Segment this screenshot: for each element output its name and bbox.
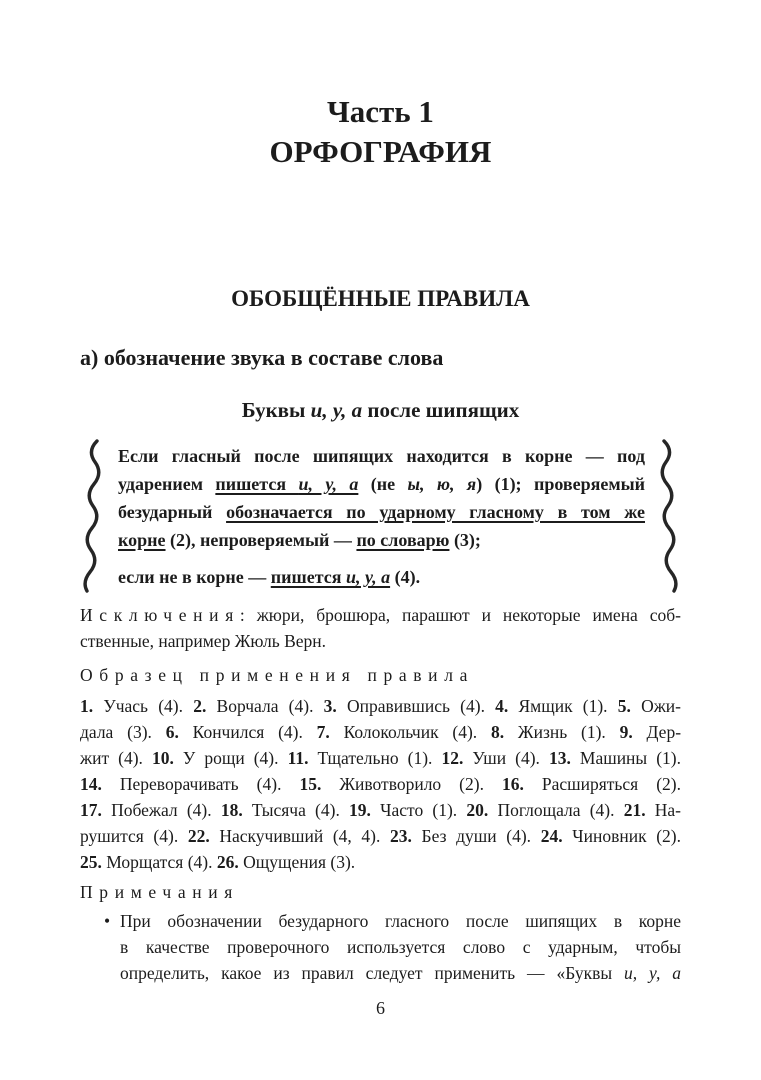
text-line: 17. Побежал (4). 18. Тысяча (4). 19. Часто (1). 20. Поглощала (4). 21. На- [80, 800, 681, 820]
wavy-brace-right-icon [657, 437, 681, 595]
text-line: в качестве проверочного используется слово с ударным, чтобы [120, 937, 681, 957]
sample-usage-list [80, 693, 681, 875]
text-line: жит (4). 10. У рощи (4). 11. Тщательно (1). 12. Уши (4). 13. Машины (1). [80, 748, 682, 768]
text-line: корне (2), непроверяемый — по словарю (3); [118, 530, 481, 550]
part-title: Часть 1 [327, 94, 434, 129]
text-line: ственные, например Жюль Верн. [80, 631, 327, 651]
sample-usage-heading: Образец применения правила [80, 665, 474, 685]
note-text [120, 908, 681, 986]
text-line: рушится (4). 22. Наскучивший (4, 4). 23. Без души (4). 24. Чиновник (2). [80, 826, 681, 846]
text-line: 1. Учась (4). 2. Ворчала (4). 3. Оправившись (4). 4. Ямщик (1). 5. Ожи- [80, 696, 681, 716]
text-line: 14. Переворачивать (4). 15. Животворило (2). 16. Расширяться (2). [80, 774, 681, 794]
rule-text [104, 437, 657, 595]
text-line: определить, какое из правил следует применить — «Буквы и, у, а [120, 963, 681, 983]
rule-callout [80, 437, 681, 595]
page-number: 6 [376, 998, 385, 1018]
exceptions-paragraph [80, 602, 681, 654]
section-heading: ОБОБЩЁННЫЕ ПРАВИЛА [231, 286, 530, 311]
text-line: безударный обозначается по ударному гласному в том же [118, 502, 645, 522]
wavy-brace-left-icon [80, 437, 104, 595]
text-line: 25. Морщатся (4). 26. Ощущения (3). [80, 852, 356, 872]
subsection-heading: а) обозначение звука в составе слова [80, 345, 444, 370]
text-line: дала (3). 6. Кончился (4). 7. Колокольчик (4). 8. Жизнь (1). 9. Дер- [80, 722, 682, 742]
notes-heading: Примечания [80, 882, 240, 902]
text-line: Если гласный после шипящих находится в корне — под [118, 446, 645, 466]
topic-title: Буквы и, у, а после шипящих [241, 398, 520, 422]
text-line: ударением пишется и, у, а (не ы, ю, я) (1); проверяемый [118, 474, 646, 494]
part-name: ОРФОГРАФИЯ [269, 134, 492, 169]
text-line: если не в корне — пишется и, у, а (4). [118, 567, 421, 587]
bullet-icon: • [104, 911, 111, 931]
note-item [80, 908, 681, 986]
text-line: Исключения: жюри, брошюра, парашют и некоторые имена соб- [80, 605, 681, 625]
text-line: При обозначении безударного гласного после шипящих в корне [120, 911, 681, 931]
